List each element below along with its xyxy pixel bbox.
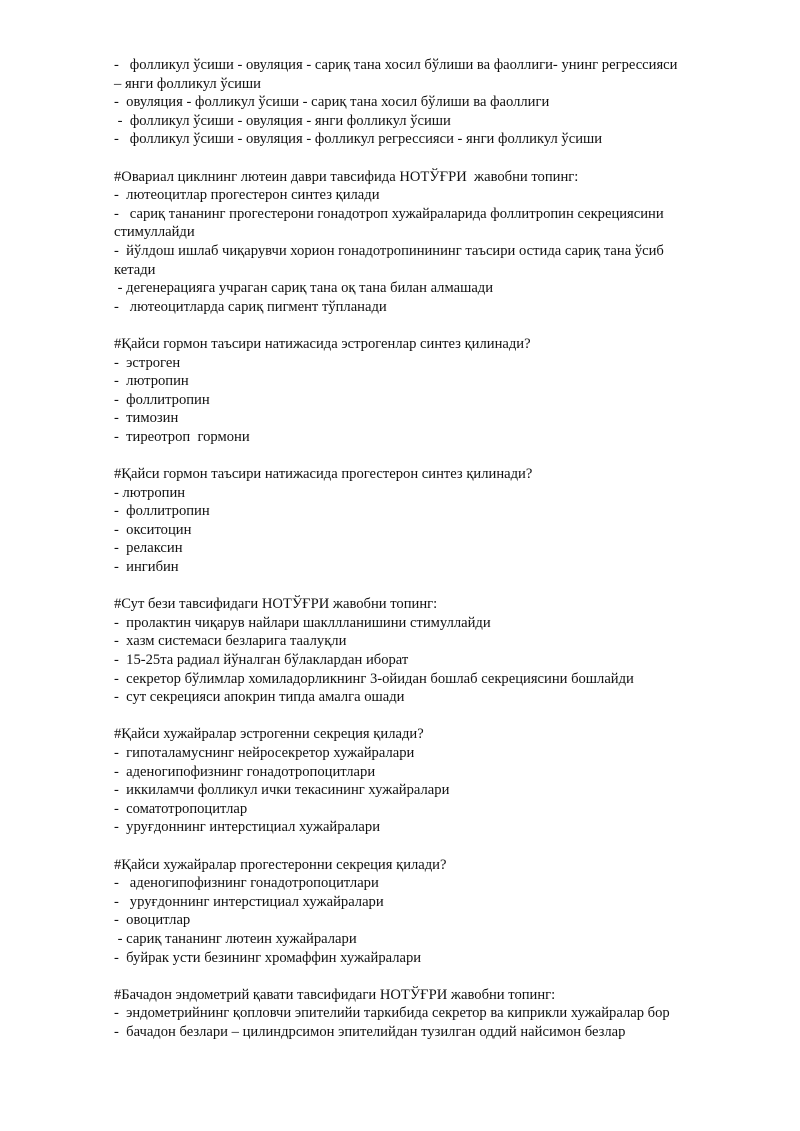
answer-line: - тиреотроп гормони: [114, 428, 250, 445]
answer-line: - фоллитропин: [114, 503, 210, 520]
answer-line: - релаксин: [114, 540, 183, 557]
question-heading: #Қайси хужайралар прогестеронни секреция қилади?: [114, 856, 447, 873]
answer-line: - секретор бўлимлар хомиладорликнинг 3-ойидан бошлаб секрециясини бошлайди: [114, 670, 634, 687]
answer-line: - фолликул ўсиши - овуляция - фолликул регрессияси - янги фолликул ўсиши: [114, 131, 603, 148]
answer-line: - йўлдош ишлаб чиқарувчи хорион гонадотропинининг таъсири остида сариқ тана ўсиб: [114, 242, 664, 259]
answer-line: - сариқ тананинг прогестерони гонадотроп хужайраларида фоллитропин секрециясини: [114, 205, 664, 222]
answer-line: - 15-25та радиал йўналган бўлаклардан иборат: [114, 652, 409, 668]
answer-line: - уруғдоннинг интерстициал хужайралари: [114, 893, 384, 910]
answer-line: - аденогипофизнинг гонадотропоцитлари: [114, 875, 379, 892]
question-heading: #Қайси хужайралар эстрогенни секреция қилади?: [114, 726, 424, 743]
answer-line: - эндометрийнинг қопловчи эпителийи таркибида секретор ва киприкли хужайралар бор: [114, 1005, 670, 1022]
answer-line: - сариқ тананинг лютеин хужайралари: [114, 930, 357, 947]
answer-line: - лютеоцитларда сариқ пигмент тўпланади: [114, 298, 387, 315]
answer-line: - дегенерацияга учраган сариқ тана оқ тана билан алмашади: [114, 280, 494, 297]
answer-line: - лютеоцитлар прогестерон синтез қилади: [114, 187, 380, 204]
question-block: [114, 56, 740, 149]
question-block: [114, 595, 740, 707]
answer-line: - гипоталамуснинг нейросекретор хужайралари: [114, 744, 415, 761]
answer-line: - окситоцин: [114, 521, 192, 538]
answer-line: - буйрак усти безининг хромаффин хужайралари: [114, 949, 422, 966]
answer-line: - бачадон безлари – цилиндрсимон эпителийдан тузилган оддий найсимон безлар: [114, 1023, 626, 1040]
answer-line: - фолликул ўсиши - овуляция - сариқ тана хосил бўлиши ва фаоллиги- унинг регрессияси: [114, 57, 678, 73]
answer-line: - хазм системаси безларига таалуқли: [114, 633, 347, 650]
answer-line: - эстроген: [114, 354, 181, 371]
question-block: [114, 986, 740, 1042]
answer-line: стимуллайди: [114, 224, 195, 241]
question-heading: #Овариал циклнинг лютеин даври тавсифида НОТЎҒРИ жавобни топинг:: [114, 168, 579, 185]
answer-line: кетади: [114, 261, 156, 278]
question-block: [114, 335, 740, 447]
answer-line: - овоцитлар: [114, 912, 191, 929]
question-block: [114, 168, 740, 317]
answer-line: - аденогипофизнинг гонадотропоцитлари: [114, 763, 376, 780]
answer-line: - лютропин: [114, 484, 186, 501]
question-heading: #Қайси гормон таъсири натижасида прогестерон синтез қилинади?: [114, 466, 533, 483]
answer-line: - фолликул ўсиши - овуляция - янги фолликул ўсиши: [114, 112, 451, 129]
answer-line: - пролактин чиқарув найлари шакллланишини стимуллайди: [114, 614, 491, 631]
question-block: [114, 856, 740, 968]
answer-line: - сут секрецияси апокрин типда амалга ошади: [114, 689, 405, 706]
answer-line: - овуляция - фолликул ўсиши - сариқ тана хосил бўлиши ва фаоллиги: [114, 94, 550, 111]
question-heading: #Бачадон эндометрий қавати тавсифидаги НОТЎҒРИ жавобни топинг:: [114, 986, 556, 1003]
question-heading: #Қайси гормон таъсири натижасида эстрогенлар синтез қилинади?: [114, 335, 531, 352]
answer-line: - соматотропоцитлар: [114, 800, 248, 817]
question-block: [114, 465, 740, 577]
answer-line: - фоллитропин: [114, 391, 210, 408]
question-block: [114, 725, 740, 837]
answer-line: - тимозин: [114, 410, 179, 427]
answer-line: - иккиламчи фолликул ички текасининг хужайралари: [114, 782, 450, 799]
answer-line: - уруғдоннинг интерстициал хужайралари: [114, 819, 381, 836]
answer-line: – янги фолликул ўсиши: [114, 75, 261, 92]
question-heading: #Сут бези тавсифидаги НОТЎҒРИ жавобни топинг:: [114, 596, 438, 613]
answer-line: - лютропин: [114, 373, 189, 390]
answer-line: - ингибин: [114, 559, 179, 576]
